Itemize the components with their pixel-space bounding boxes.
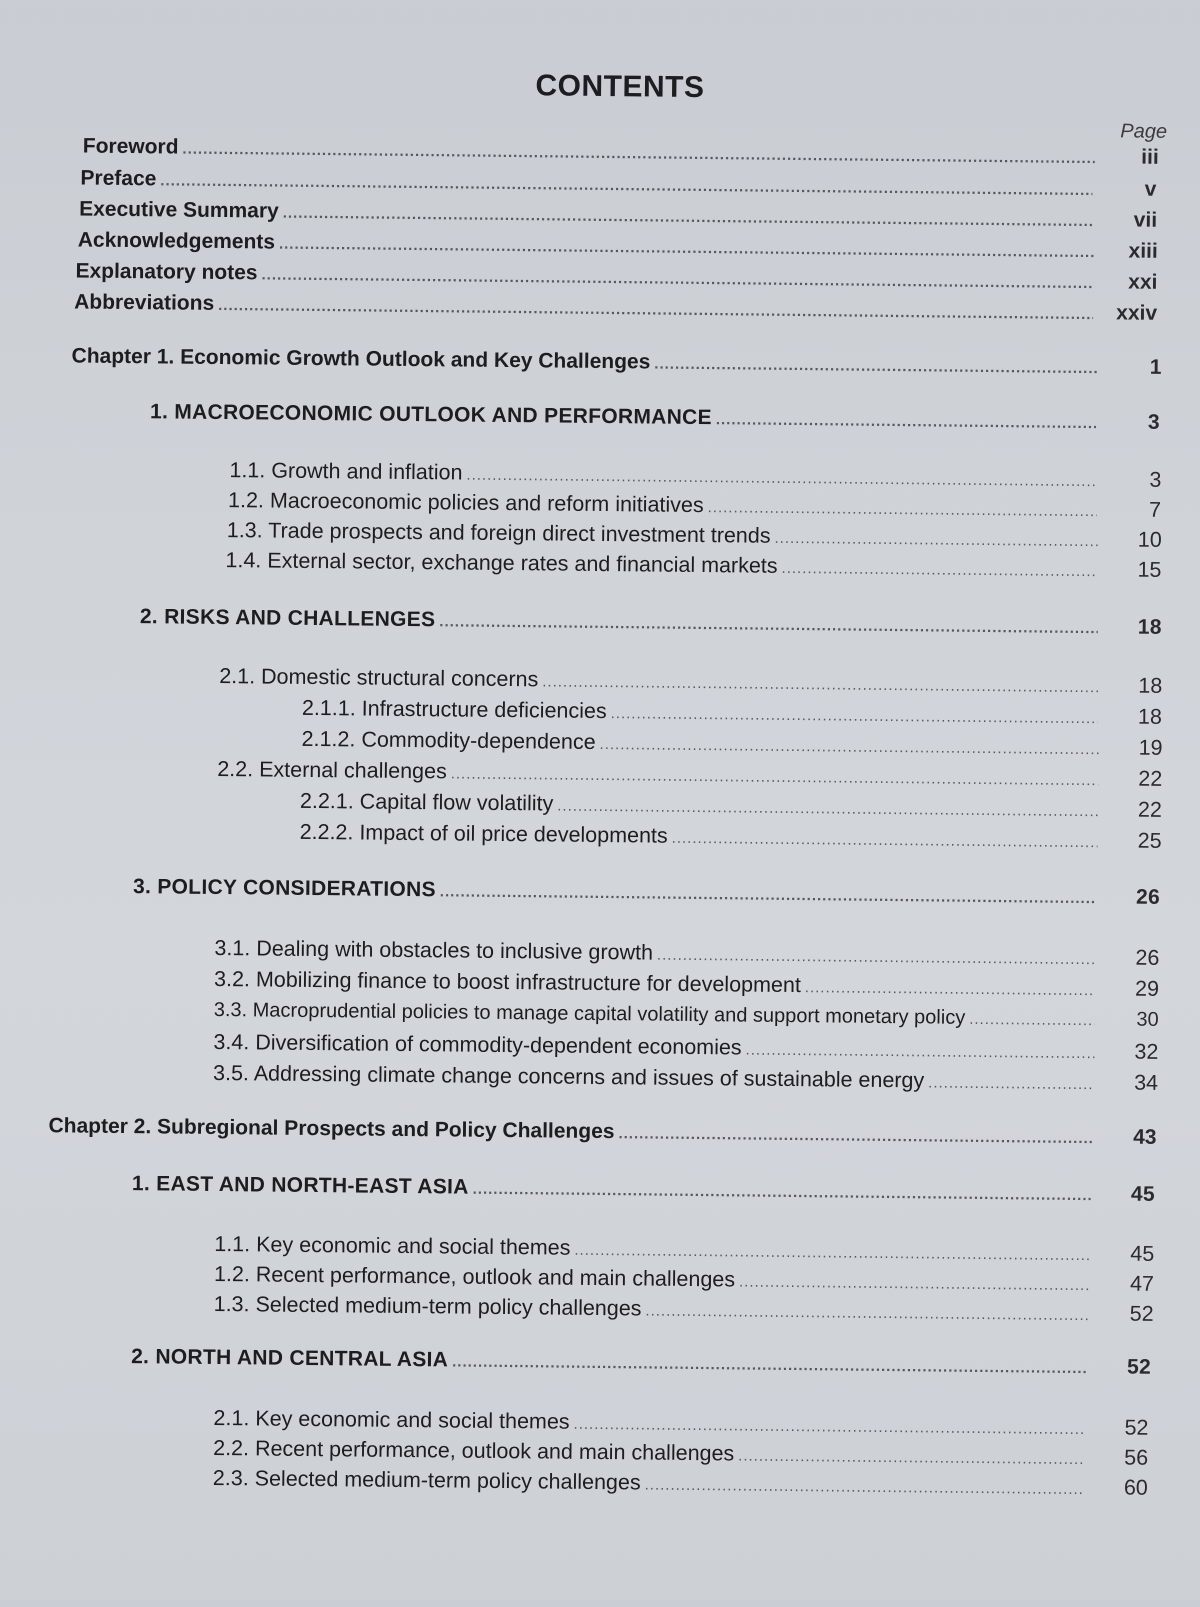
dot-leader [611, 705, 1098, 727]
dot-leader [781, 560, 1097, 580]
toc-entry-label: 2.1. Key economic and social themes [213, 1405, 570, 1434]
dot-leader [557, 798, 1098, 821]
dot-leader [708, 499, 1098, 520]
toc-entry-label: 3.5. Addressing climate change concerns and issues of sustainable energy [212, 1060, 925, 1093]
toc-entry-label: 2. NORTH AND CENTRAL ASIA [131, 1345, 449, 1372]
toc-entry-label: 2.2.1. Capital flow volatility [299, 788, 554, 816]
dot-leader [574, 1242, 1090, 1264]
toc-entry-page: 22 [1138, 766, 1163, 791]
toc-entry-label: 3. POLICY CONSIDERATIONS [132, 875, 436, 902]
toc-entry-2-2-2-recent[interactable] [213, 1436, 1148, 1471]
toc-entry-foreword[interactable] [83, 135, 1159, 170]
toc-entry-page: 19 [1138, 735, 1163, 760]
toc-entry-page: 3 [1149, 467, 1162, 492]
toc-entry-section-1-1[interactable] [150, 400, 1160, 435]
dot-leader [542, 673, 1098, 696]
toc-entry-label: 3.1. Dealing with obstacles to inclusive growth [214, 935, 654, 965]
toc-entry-page: 29 [1135, 976, 1160, 1001]
dot-leader [618, 1125, 1092, 1147]
toc-entry-page: 1 [1149, 355, 1162, 379]
page-column-header: Page [1120, 120, 1168, 143]
toc-entry-label: 1.2. Macroeconomic policies and reform initiatives [227, 488, 704, 518]
dot-leader [739, 1273, 1090, 1294]
dot-leader [928, 1074, 1094, 1093]
dot-leader [738, 1447, 1084, 1468]
toc-entry-label: Abbreviations [74, 290, 215, 315]
toc-entry-label: Chapter 1. Economic Growth Outlook and Key Challenges [71, 344, 651, 374]
toc-entry-2-2-1-key[interactable] [213, 1406, 1148, 1441]
dot-leader [452, 1353, 1087, 1377]
toc-entry-2-1-3-selected[interactable] [214, 1292, 1154, 1327]
dot-leader [160, 172, 1092, 199]
toc-entry-2-2[interactable] [217, 757, 1162, 792]
dot-leader [969, 1011, 1095, 1029]
toc-entry-3-1[interactable] [214, 936, 1159, 971]
toc-entry-chapter-2[interactable] [48, 1114, 1156, 1150]
dot-leader [657, 947, 1096, 969]
toc-entry-page: 60 [1123, 1475, 1148, 1500]
toc-entry-explanatory-notes[interactable] [75, 259, 1157, 294]
toc-entry-label: 3.2. Mobilizing finance to boost infrastructure for development [213, 966, 801, 998]
toc-entry-page: 56 [1124, 1445, 1149, 1470]
toc-entry-3-2[interactable] [214, 967, 1159, 1002]
dot-leader [218, 297, 1093, 323]
dot-leader [654, 356, 1097, 378]
toc-entry-2-2-2[interactable] [300, 820, 1162, 854]
toc-entry-page: 15 [1137, 557, 1162, 582]
toc-entry-section-2-2[interactable] [131, 1345, 1151, 1380]
toc-entry-label: 2.1.2. Commodity-dependence [301, 726, 596, 754]
toc-entry-page: v [1144, 177, 1157, 201]
toc-entry-page: xiii [1128, 239, 1158, 263]
toc-entry-executive-summary[interactable] [79, 198, 1157, 233]
toc-entry-page: 22 [1137, 797, 1163, 822]
dot-leader [600, 736, 1099, 758]
toc-entry-2-1-2-recent[interactable] [214, 1262, 1154, 1297]
dot-leader [746, 1042, 1095, 1063]
toc-entry-label: 1.1. Growth and inflation [229, 458, 463, 485]
toc-entry-3-5[interactable] [213, 1061, 1158, 1096]
toc-entry-page: 52 [1129, 1301, 1154, 1326]
toc-entry-1-3[interactable] [227, 518, 1162, 553]
dot-leader [774, 530, 1097, 550]
toc-entry-page: 34 [1134, 1070, 1159, 1095]
toc-entry-1-4[interactable] [225, 548, 1161, 583]
toc-entry-page: 47 [1129, 1271, 1155, 1296]
toc-entry-page: 26 [1135, 885, 1161, 909]
toc-entry-label: 2.1. Domestic structural concerns [219, 664, 539, 692]
toc-entry-page: 30 [1136, 1008, 1159, 1031]
toc-entry-1-2[interactable] [228, 488, 1161, 523]
toc-entry-label: 1.1. Key economic and social themes [214, 1231, 571, 1260]
toc-entry-label: Acknowledgements [77, 228, 276, 254]
toc-entry-abbreviations[interactable] [74, 290, 1157, 325]
toc-entry-1-1[interactable] [229, 458, 1161, 493]
toc-entry-section-2-1[interactable] [132, 1172, 1155, 1207]
dot-leader [283, 205, 1094, 230]
dot-leader [805, 979, 1095, 999]
toc-entry-page: 45 [1130, 1241, 1155, 1266]
toc-entry-page: 32 [1134, 1039, 1159, 1064]
toc-entry-page: iii [1141, 145, 1159, 169]
toc-entry-2-2-1[interactable] [300, 789, 1162, 823]
page-title: CONTENTS [535, 69, 705, 105]
toc-entry-2-1-2[interactable] [301, 727, 1162, 761]
toc-entry-page: xxiv [1116, 301, 1158, 325]
toc-entry-label: 2.1.1. Infrastructure deficiencies [301, 695, 607, 724]
toc-entry-label: 1. EAST AND NORTH-EAST ASIA [131, 1172, 469, 1199]
toc-entry-label: Executive Summary [79, 197, 279, 223]
toc-entry-label: 2. RISKS AND CHALLENGES [139, 605, 436, 632]
dot-leader [440, 883, 1096, 907]
toc-entry-page: 26 [1135, 945, 1160, 970]
toc-entry-page: 25 [1137, 828, 1162, 853]
toc-entry-preface[interactable] [80, 167, 1156, 202]
toc-entry-page: 43 [1133, 1125, 1157, 1149]
dot-leader [716, 411, 1096, 432]
toc-entry-page: 10 [1137, 527, 1162, 552]
toc-entry-label: 2.2. External challenges [217, 756, 447, 784]
toc-entry-chapter-1[interactable] [71, 344, 1161, 379]
toc-entry-page: 18 [1138, 673, 1163, 698]
toc-entry-label: Explanatory notes [75, 259, 258, 285]
toc-entry-section-1-3[interactable] [133, 875, 1160, 910]
toc-entry-page: 52 [1124, 1415, 1149, 1440]
toc-entry-3-4[interactable] [213, 1030, 1158, 1065]
toc-entry-2-2-3-selected[interactable] [213, 1466, 1148, 1501]
dot-leader [672, 830, 1098, 851]
toc-entry-label: 1.3. Selected medium-term policy challenges [213, 1291, 642, 1321]
toc-entry-acknowledgements[interactable] [78, 229, 1158, 264]
dot-leader [466, 467, 1097, 491]
dot-leader [645, 1303, 1089, 1325]
toc-entry-label: Foreword [82, 134, 179, 159]
toc-entry-label: 1. MACROECONOMIC OUTLOOK AND PERFORMANCE [149, 400, 713, 430]
toc-entry-page: 18 [1137, 704, 1163, 729]
toc-entry-label: 2.2.2. Impact of oil price developments [299, 819, 668, 848]
dot-leader [451, 765, 1099, 789]
toc-entry-label: 1.2. Recent performance, outlook and main challenges [213, 1261, 736, 1292]
dot-leader [279, 236, 1094, 262]
toc-entry-2-1[interactable] [219, 664, 1162, 699]
toc-entry-label: 3.4. Diversification of commodity-dependent economies [213, 1029, 742, 1060]
toc-entry-page: 45 [1130, 1182, 1156, 1206]
toc-entry-section-1-2[interactable] [140, 605, 1162, 640]
dot-leader [574, 1416, 1085, 1438]
toc-entry-2-1-1[interactable] [302, 696, 1162, 730]
dot-leader [261, 266, 1093, 292]
toc-entry-page: 7 [1148, 497, 1162, 522]
toc-entry-label: 1.4. External sector, exchange rates and financial markets [225, 548, 778, 578]
toc-entry-page: vii [1133, 208, 1158, 232]
toc-entry-label: Preface [80, 166, 157, 191]
toc-entry-3-3[interactable] [214, 999, 1159, 1032]
toc-entry-label: 3.3. Macroprudential policies to manage capital volatility and support monetary policy [213, 998, 966, 1029]
toc-entry-page: xxi [1128, 270, 1158, 294]
toc-entry-label: 2.2. Recent performance, outlook and main challenges [213, 1435, 735, 1466]
toc-entry-page: 3 [1147, 410, 1161, 434]
toc-entry-2-1-1-key[interactable] [214, 1232, 1154, 1267]
toc-entry-label: 1.3. Trade prospects and foreign direct investment trends [226, 518, 771, 548]
toc-entry-page: 52 [1127, 1355, 1152, 1379]
toc-entry-page: 18 [1137, 615, 1162, 639]
dot-leader [645, 1477, 1084, 1499]
dot-leader [182, 141, 1094, 168]
toc-entry-label: Chapter 2. Subregional Prospects and Policy Challenges [48, 1114, 615, 1144]
dot-leader [439, 613, 1098, 637]
dot-leader [473, 1181, 1091, 1204]
toc-entry-label: 2.3. Selected medium-term policy challenges [212, 1465, 641, 1495]
